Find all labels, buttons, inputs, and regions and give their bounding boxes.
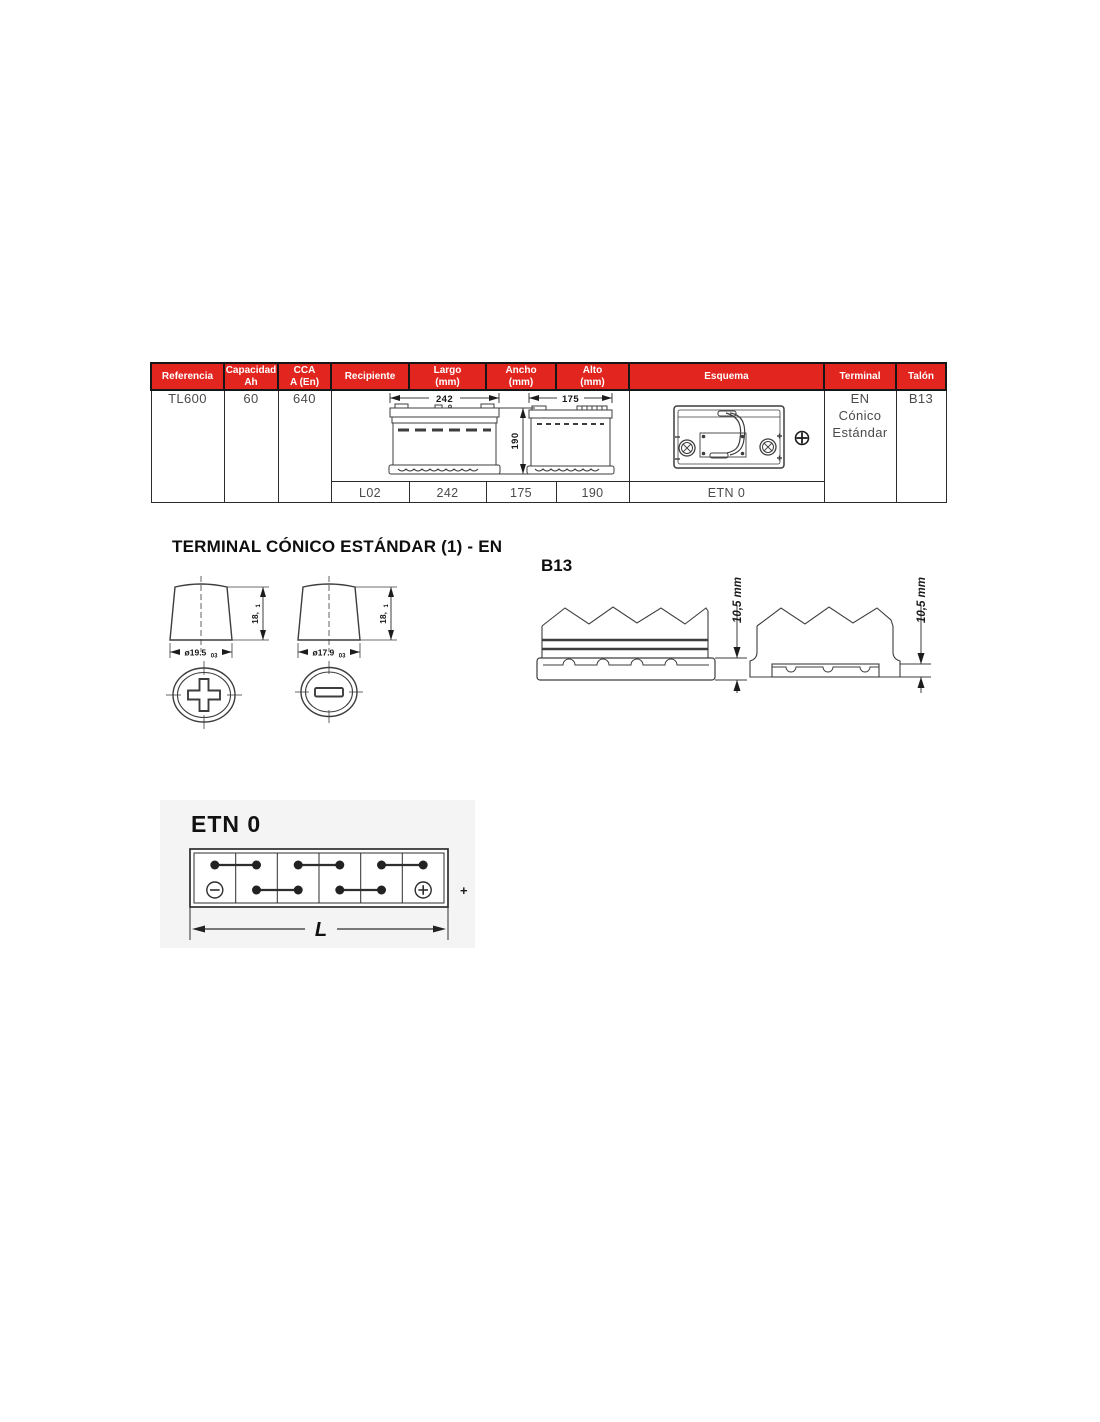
col-header-alto [556, 363, 629, 390]
svg-text:ø17.9 03 [313, 643, 347, 660]
header-label-line2: (mm) [508, 376, 534, 388]
table-data-row [151, 390, 946, 482]
etn0-cell-layout-drawing [185, 841, 490, 949]
header-label: Referencia [161, 370, 214, 382]
cell-terminal [824, 390, 896, 503]
svg-text:18, 1 [245, 604, 262, 624]
terminal-height-dim: 18, [378, 611, 388, 624]
col-header-esquema [629, 363, 824, 390]
svg-text:18, 1 [373, 604, 390, 624]
col-header-ancho [486, 363, 556, 390]
col-header-largo [409, 363, 486, 390]
cell-dimension-drawings [331, 390, 629, 482]
cell-referencia: TL600 [151, 390, 224, 503]
col-header-terminal [824, 363, 896, 390]
b13-section-label: B13 [541, 556, 573, 575]
cell-capacidad: 60 [224, 390, 278, 503]
header-label-line2: (mm) [580, 376, 605, 388]
height-dim-label: 190 [509, 432, 521, 450]
etn-section-label: ETN 0 [191, 811, 262, 837]
terminal-height-tol: 1 [384, 604, 390, 608]
header-label: Alto [582, 365, 603, 376]
col-header-referencia [151, 363, 224, 390]
terminal-height-tol: 1 [256, 604, 262, 608]
col-header-capacidad [224, 363, 278, 390]
terminal-type-line: Estándar [832, 424, 888, 440]
etn-length-label: L [314, 919, 328, 941]
positive-diameter-dim: ø19.5 [184, 647, 207, 658]
positive-polarity-icon [795, 432, 808, 445]
negative-diameter-tol: 03 [338, 653, 346, 660]
cell-cca: 640 [278, 390, 331, 503]
header-label: Recipiente [344, 370, 396, 382]
front-width-dim-label: 242 [435, 394, 453, 405]
battery-spec-table [150, 362, 947, 503]
header-label-line2: (mm) [435, 376, 460, 388]
header-label: CCA [293, 365, 316, 376]
header-label: Terminal [839, 370, 881, 382]
subcell-recipiente: L02 [331, 482, 409, 503]
subcell-alto: 190 [556, 482, 629, 503]
plus-terminal-mark [188, 679, 220, 711]
subcell-esquema: ETN 0 [629, 482, 824, 503]
negative-diameter-dim: ø17.9 [312, 647, 335, 658]
terminal-type-line: EN [850, 391, 870, 406]
cell-talon: B13 [896, 390, 946, 503]
col-header-talon [896, 363, 946, 390]
header-label: Ancho [505, 365, 537, 376]
terminal-height-dim: 18, [250, 611, 260, 624]
header-label-line2: A (En) [289, 376, 320, 388]
header-label: Capacidad [225, 365, 277, 376]
svg-text:ø19.5 03 [185, 643, 219, 660]
header-label: Largo [433, 365, 462, 376]
battery-dimension-drawing [332, 391, 630, 481]
header-label: Talón [908, 370, 934, 382]
cell-esquema [629, 390, 824, 482]
negative-polarity-icon [207, 882, 223, 898]
header-label: Esquema [704, 370, 749, 382]
table-header-row [151, 363, 946, 390]
terminal-section-title: TERMINAL CÓNICO ESTÁNDAR (1) - EN [172, 537, 503, 556]
battery-top-schematic-drawing [630, 391, 823, 481]
b13-right-dim-label: 10,5 mm [916, 576, 928, 624]
terminal-cones-drawing [155, 562, 495, 737]
header-label-line2: Ah [244, 376, 258, 388]
subcell-ancho: 175 [486, 482, 556, 503]
positive-polarity-icon [415, 882, 431, 898]
col-header-cca [278, 363, 331, 390]
col-header-recipiente [331, 363, 409, 390]
etn-plus-label: + [460, 883, 468, 898]
positive-diameter-tol: 03 [210, 653, 218, 660]
b13-left-dim-label: 10,5 mm [732, 576, 744, 624]
b13-holddown-drawing [535, 560, 950, 695]
minus-terminal-mark [315, 688, 343, 697]
subcell-largo: 242 [409, 482, 486, 503]
side-width-dim-label: 175 [561, 394, 579, 405]
terminal-type-line: Cónico [838, 407, 882, 423]
